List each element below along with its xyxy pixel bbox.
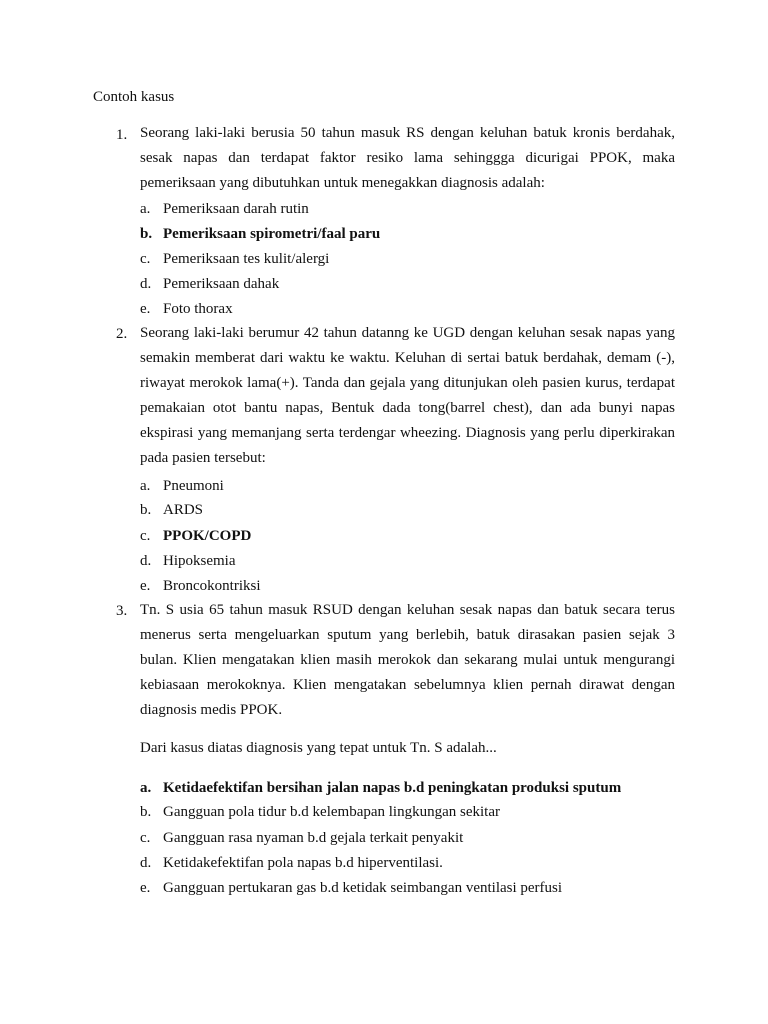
question-2-option-a-letter: a. — [140, 478, 151, 494]
question-3-option-a: Ketidaefektifan bersihan jalan napas b.d peningkatan produksi sputum — [163, 780, 622, 796]
question-1-option-c-letter: c. — [140, 251, 151, 267]
question-1-option-e-letter: e. — [140, 301, 151, 317]
question-2-option-d-letter: d. — [140, 553, 152, 569]
question-3-text: Tn. S usia 65 tahun masuk RSUD dengan keluhan sesak napas dan batuk secara terus menerus serta mengeluarkan sputum yang berlebih, batuk dirasakan pasien sejak 3 bulan. Klien mengatakan klien masih merokok dan sekarang mulai untuk mengurangi kebiasaan merokoknya. Klien mengatakan sebelumnya klien pernah dirawat dengan diagnosis medis PPOK. — [140, 602, 675, 718]
question-2-option-e-letter: e. — [140, 578, 151, 594]
question-2-text: Seorang laki-laki berumur 42 tahun datanng ke UGD dengan keluhan sesak napas yang semakin memberat dari waktu ke waktu. Keluhan di sertai batuk berdahak, demam (-), riwayat merokok lama(+). Tanda dan gejala yang ditunjukan oleh pasien kurus, terdapat pemakaian otot bantu napas, Bentuk dada tong(barrel chest), dan ada bunyi napas ekspirasi yang memanjang serta terdengar wheezing. Diagnosis yang perlu diperkirakan pada pasien tersebut: — [140, 325, 675, 466]
question-1-option-c: Pemeriksaan tes kulit/alergi — [163, 251, 330, 267]
question-1-option-b: Pemeriksaan spirometri/faal paru — [163, 226, 381, 242]
question-2-number: 2. — [116, 326, 128, 342]
question-1-option-e: Foto thorax — [163, 301, 233, 317]
question-2-option-e: Broncokontriksi — [163, 578, 261, 594]
question-1-option-a-letter: a. — [140, 201, 151, 217]
question-3-option-e-letter: e. — [140, 880, 151, 896]
question-2-option-c-letter: c. — [140, 528, 151, 544]
question-2-option-d: Hipoksemia — [163, 553, 236, 569]
question-1-option-d: Pemeriksaan dahak — [163, 276, 280, 292]
question-3-number: 3. — [116, 603, 128, 619]
question-2-option-c: PPOK/COPD — [163, 528, 252, 544]
question-3-option-d: Ketidakefektifan pola napas b.d hiperventilasi. — [163, 855, 443, 871]
question-3-option-c-letter: c. — [140, 830, 151, 846]
question-3-option-b-letter: b. — [140, 804, 152, 820]
question-3-option-e: Gangguan pertukaran gas b.d ketidak seimbangan ventilasi perfusi — [163, 880, 563, 896]
question-2-option-a: Pneumoni — [163, 478, 224, 494]
page-heading: Contoh kasus — [93, 89, 175, 105]
question-2-option-b-letter: b. — [140, 502, 152, 518]
question-1-text: Seorang laki-laki berusia 50 tahun masuk RS dengan keluhan batuk kronis berdahak, sesak napas dan terdapat faktor resiko lama sehinggga dicurigai PPOK, maka pemeriksaan yang dibutuhkan untuk menegakkan diagnosis adalah: — [140, 125, 675, 191]
question-1-option-b-letter: b. — [140, 226, 153, 242]
question-1-option-d-letter: d. — [140, 276, 152, 292]
question-3-prompt: Dari kasus diatas diagnosis yang tepat untuk Tn. S adalah... — [140, 740, 497, 756]
question-3-option-a-letter: a. — [140, 780, 152, 796]
question-3-option-b: Gangguan pola tidur b.d kelembapan lingkungan sekitar — [163, 804, 500, 820]
question-1-option-a: Pemeriksaan darah rutin — [163, 201, 309, 217]
question-1-number: 1. — [116, 127, 128, 143]
question-3-option-d-letter: d. — [140, 855, 152, 871]
question-2-option-b: ARDS — [163, 502, 204, 518]
question-3-option-c: Gangguan rasa nyaman b.d gejala terkait penyakit — [163, 830, 464, 846]
